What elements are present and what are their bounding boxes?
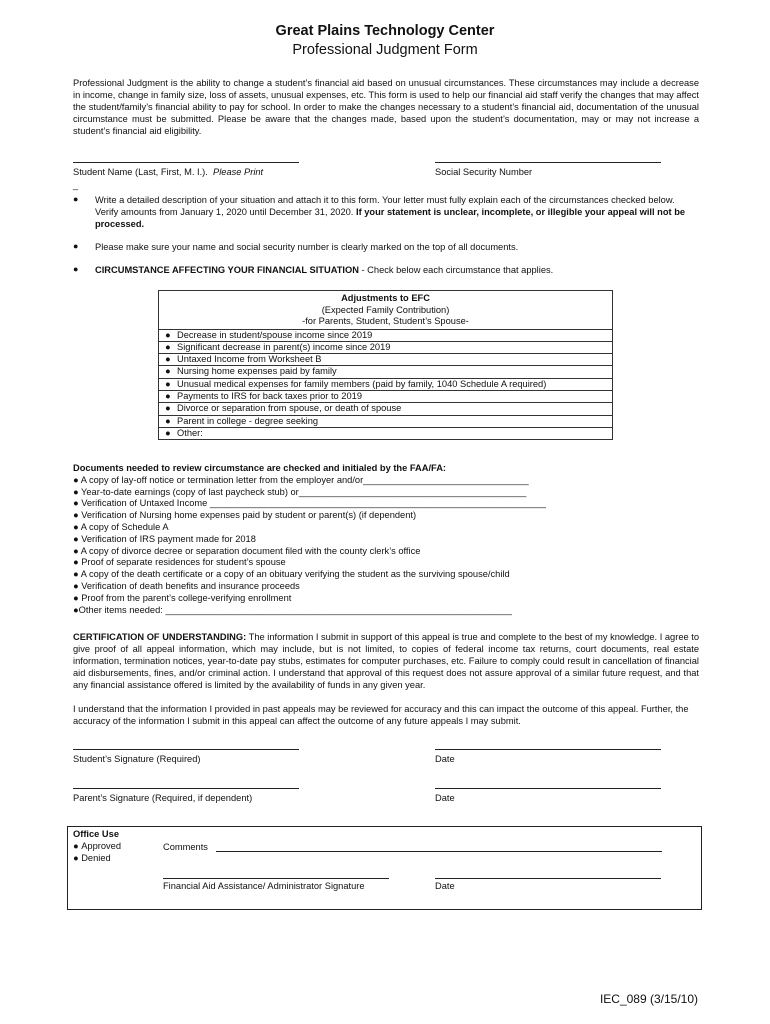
adjustment-row[interactable]: ● Payments to IRS for back taxes prior to 2019 [159, 390, 613, 402]
document-item[interactable]: ● Verification of Untaxed Income _________________________________________________________________ [73, 498, 546, 509]
bullet-checkbox-icon[interactable]: ● [73, 592, 82, 603]
document-item[interactable]: ●Other items needed: ___________________________________________________________________ [73, 604, 512, 615]
parent-date-label: Date [435, 793, 455, 803]
student-signature-label: Student’s Signature (Required) [73, 754, 201, 764]
bullet-checkbox-icon[interactable]: ● [73, 474, 81, 485]
form-code: IEC_089 (3/15/10) [599, 992, 698, 1006]
document-item[interactable]: ● Year-to-date earnings (copy of last paycheck stub) or____________________________________________ [73, 486, 527, 497]
certification-paragraph: CERTIFICATION OF UNDERSTANDING: The information I submit in support of this appeal is true and complete to the best of my knowledge. I agree to give proof of all appeal information, which may include, but is not limited, to copies of federal income tax returns, court documents, real estate information, termination notices, year-to-date pay stubs, estimates for computer purchases, etc. Failure to comply could result in cancellation of financial aid disbursements, fines, and/or criminal action. I understand that approval of this request does not assure approval of a similar future request, and that any financial assistance offered is limited by the availability of funds in any given year. [73, 632, 700, 691]
bullet-checkbox-icon[interactable]: ● [165, 403, 171, 414]
dash-mark: _ [73, 180, 79, 190]
comments-line[interactable] [216, 851, 662, 852]
ssn-line[interactable] [435, 162, 661, 163]
bullet-checkbox-icon[interactable]: ● [165, 390, 171, 401]
document-item[interactable]: ● A copy of lay-off notice or termination letter from the employer and/or________________________________ [73, 474, 529, 485]
instruction-description: Write a detailed description of your situation and attach it to this form. Your letter must fully explain each of the circumstances checked below. Verify amounts from January 1, 2020 until December 31, 2020. If your statement is unclear, incomplete, or illegible your appeal will not be processed. [95, 195, 686, 230]
intro-paragraph: Professional Judgment is the ability to change a student’s financial aid based on unusual circumstances. These circumstances may include a decrease in income, change in family size, loss of assets, unusual expenses, etc. This form is used to help our financial aid staff verify the changes that may affect the student/family’s financial ability to pay for school. In order to make the changes necessary to a student’s financial aid, documentation of the unusual circumstance must be submitted. Please be aware that the changes made, based upon the student’s documentation, may or may not increase a student’s financial aid eligibility. [73, 78, 699, 137]
form-title: Professional Judgment Form [292, 42, 478, 58]
adjustments-title: Adjustments to EFC [341, 293, 430, 303]
document-item[interactable]: ● Verification of Nursing home expenses paid by student or parent(s) (if dependent) [73, 510, 417, 521]
adjustment-row[interactable]: ● Divorce or separation from spouse, or death of spouse [159, 403, 613, 415]
bullet-checkbox-icon[interactable]: ● [73, 533, 82, 544]
adjustment-row[interactable]: ● Significant decrease in parent(s) income since 2019 [159, 341, 613, 353]
bullet-checkbox-icon[interactable]: ● [165, 378, 171, 389]
bullet-checkbox-icon[interactable]: ● [73, 841, 79, 851]
bullet-icon: ● [73, 194, 79, 204]
bullet-checkbox-icon[interactable]: ● [165, 415, 171, 426]
office-use-heading: Office Use [73, 829, 119, 839]
bullet-checkbox-icon[interactable]: ● [165, 341, 171, 352]
adjustment-row[interactable]: ● Parent in college - degree seeking [159, 415, 613, 427]
bullet-checkbox-icon[interactable]: ● [165, 354, 171, 365]
bullet-checkbox-icon[interactable]: ● [73, 853, 79, 863]
adjustment-row[interactable]: ● Unusual medical expenses for family members (paid by family, 1040 Schedule A required) [159, 378, 613, 390]
student-name-line[interactable] [73, 162, 299, 163]
bullet-checkbox-icon[interactable]: ● [165, 366, 171, 377]
student-date-line[interactable] [435, 749, 661, 750]
student-date-label: Date [435, 754, 455, 764]
bullet-checkbox-icon[interactable]: ● [73, 510, 82, 521]
bullet-checkbox-icon[interactable]: ● [165, 329, 171, 340]
bullet-checkbox-icon[interactable]: ● [73, 604, 79, 615]
admin-signature-line[interactable] [163, 878, 389, 879]
admin-date-line[interactable] [435, 878, 661, 879]
adjustments-header [159, 291, 613, 330]
admin-signature-label: Financial Aid Assistance/ Administrator Signature [163, 881, 365, 891]
adjustment-row[interactable]: ● Untaxed Income from Worksheet B [159, 354, 613, 366]
documents-heading: Documents needed to review circumstance are checked and initialed by the FAA/FA: [73, 463, 447, 473]
ssn-label: Social Security Number [435, 167, 533, 177]
adjustments-table [158, 290, 613, 440]
parent-date-line[interactable] [435, 788, 661, 789]
student-name-hint: Please Print [213, 167, 264, 177]
document-item[interactable]: ● Proof of separate residences for student’s spouse [73, 557, 286, 568]
bullet-checkbox-icon[interactable]: ● [73, 545, 81, 556]
student-name-label: Student Name (Last, First, M. I.). Please Print [73, 167, 264, 177]
parent-signature-label: Parent’s Signature (Required, if dependent) [73, 793, 253, 803]
document-item[interactable]: ● Proof from the parent’s college-verifying enrollment [73, 592, 292, 603]
office-use-box [67, 826, 702, 910]
adjustments-note: -for Parents, Student, Student’s Spouse- [302, 316, 469, 326]
document-item[interactable]: ● A copy of the death certificate or a copy of an obituary verifying the student as the surviving spouse/child [73, 569, 510, 580]
document-item[interactable]: ● A copy of Schedule A [73, 521, 169, 532]
adjustment-row[interactable]: ● Decrease in student/spouse income since 2019 [159, 329, 613, 341]
adjustment-row[interactable]: ● Nursing home expenses paid by family [159, 366, 613, 378]
bullet-checkbox-icon[interactable]: ● [73, 569, 81, 580]
document-item[interactable]: ● A copy of divorce decree or separation document filed with the county clerk’s office [73, 545, 421, 556]
documents-section [73, 463, 633, 616]
bullet-checkbox-icon[interactable]: ● [73, 521, 81, 532]
comments-label: Comments [163, 842, 208, 852]
approved-option[interactable]: ● Approved [73, 841, 122, 851]
adjustment-row[interactable]: ● Other: [159, 427, 613, 439]
bullet-checkbox-icon[interactable]: ● [73, 498, 82, 509]
bullet-icon: ● [73, 241, 79, 251]
parent-signature-line[interactable] [73, 788, 299, 789]
instruction-name-ssn: Please make sure your name and social security number is clearly marked on the top of all documents. [95, 242, 519, 252]
bullet-checkbox-icon[interactable]: ● [73, 486, 82, 497]
admin-date-label: Date [435, 881, 455, 891]
document-item[interactable]: ● Verification of death benefits and insurance proceeds [73, 580, 300, 591]
form-institution-title: Great Plains Technology Center [275, 23, 495, 39]
bullet-checkbox-icon[interactable]: ● [73, 557, 82, 568]
bullet-icon: ● [73, 264, 79, 274]
document-item[interactable]: ● Verification of IRS payment made for 2018 [73, 533, 256, 544]
bullet-checkbox-icon[interactable]: ● [73, 580, 82, 591]
adjustments-subtitle: (Expected Family Contribution) [321, 304, 450, 315]
student-signature-line[interactable] [73, 749, 299, 750]
bullet-checkbox-icon[interactable]: ● [165, 427, 171, 438]
understanding-paragraph: I understand that the information I provided in past appeals may be reviewed for accuracy and this can impact the outcome of this appeal. Further, the accuracy of the information I submit in this appeal can affect the outcome of any future appeals I may submit. [73, 704, 689, 727]
instruction-circumstance: CIRCUMSTANCE AFFECTING YOUR FINANCIAL SITUATION - Check below each circumstance that applies. [95, 265, 554, 275]
denied-option[interactable]: ● Denied [73, 853, 111, 863]
